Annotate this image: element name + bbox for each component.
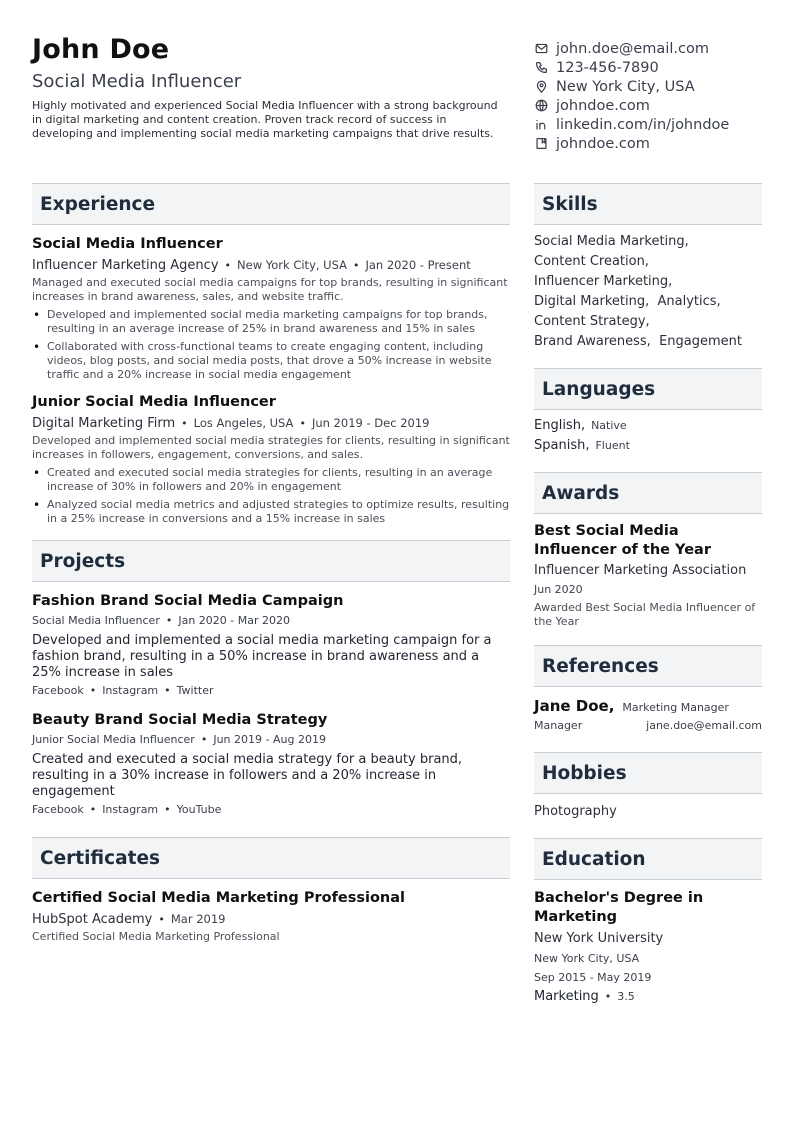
education-field: Marketing xyxy=(534,989,599,1004)
contact-location xyxy=(534,77,774,96)
award-title: Best Social Media Influencer of the Year xyxy=(534,523,711,558)
mail-icon xyxy=(534,42,548,56)
reference-position: Manager xyxy=(534,719,583,732)
certificate-description: Certified Social Media Marketing Professional xyxy=(32,930,280,943)
tag: Instagram xyxy=(102,803,159,816)
project-role: Social Media Influencer xyxy=(32,614,160,627)
company-name: Digital Marketing Firm xyxy=(32,416,176,431)
resume-header xyxy=(32,34,502,141)
experience-item xyxy=(32,235,510,382)
language-level: Native xyxy=(591,419,627,432)
award-item xyxy=(534,522,762,629)
job-dates: Jun 2019 - Dec 2019 xyxy=(311,416,430,430)
bullet-item: • Analyzed social media metrics and adjusted strategies to optimize results, resulting in a 25% increase in conversions and a 15% increase in sales xyxy=(32,498,510,526)
job-location: Los Angeles, USA xyxy=(193,416,294,430)
certificate-name: Certified Social Media Marketing Professional xyxy=(32,890,406,906)
award-org: Influencer Marketing Association xyxy=(534,563,747,578)
project-tags: Facebook • Instagram • Twitter xyxy=(32,684,214,697)
section-header-experience: Experience xyxy=(32,183,510,225)
hobby-item: Photography xyxy=(534,804,617,819)
project-meta: Junior Social Media Influencer • Jun 2019 - Aug 2019 xyxy=(32,733,326,746)
education-item xyxy=(534,889,762,1005)
linkedin-text: linkedin.com/in/johndoe xyxy=(556,116,730,133)
project-item xyxy=(32,711,510,817)
project-description: Created and executed a social media strategy for a beauty brand, resulting in a 30% increase in followers and a 20% increase in engagement xyxy=(32,752,463,799)
job-meta: Influencer Marketing Agency • New York City, USA • Jan 2020 - Present xyxy=(32,258,471,273)
bullet-item: • Developed and implemented social media marketing campaigns for top brands, resulting in an average increase of 25% in brand awareness and 15% in sales xyxy=(32,308,510,336)
section-header-hobbies: Hobbies xyxy=(534,752,762,794)
language-item xyxy=(534,416,762,436)
tag: Facebook xyxy=(32,803,84,816)
job-meta: Digital Marketing Firm • Los Angeles, USA • Jun 2019 - Dec 2019 xyxy=(32,416,430,431)
contact-linkedin[interactable] xyxy=(534,115,774,134)
company-name: Influencer Marketing Agency xyxy=(32,258,219,273)
linkedin-icon xyxy=(534,118,548,132)
experience-item xyxy=(32,393,510,526)
skill-item: Social Media Marketing, xyxy=(534,234,689,249)
contact-block xyxy=(534,39,774,153)
job-dates: Jan 2020 - Present xyxy=(365,258,471,272)
education-location: New York City, USA xyxy=(534,952,640,965)
job-bullets xyxy=(32,308,510,382)
right-column xyxy=(534,183,762,1005)
globe-icon xyxy=(534,99,548,113)
certificate-issuer: HubSpot Academy xyxy=(32,912,153,927)
award-date: Jun 2020 xyxy=(534,583,583,596)
contact-website[interactable] xyxy=(534,96,774,115)
bullet-item: • Created and executed social media strategies for clients, resulting in an average increase of 30% in followers and 20% in engagement xyxy=(32,466,510,494)
project-name: Beauty Brand Social Media Strategy xyxy=(32,712,328,728)
project-dates: Jan 2020 - Mar 2020 xyxy=(178,614,290,627)
education-gpa: 3.5 xyxy=(617,990,635,1003)
skill-item: Content Creation, xyxy=(534,254,649,269)
education-dates: Sep 2015 - May 2019 xyxy=(534,971,652,984)
contact-phone[interactable] xyxy=(534,58,774,77)
candidate-name: John Doe xyxy=(32,34,170,65)
location-text: New York City, USA xyxy=(556,78,695,95)
phone-icon xyxy=(534,61,548,75)
skill-item: Brand Awareness, xyxy=(534,334,651,349)
skill-item: Digital Marketing, xyxy=(534,294,650,309)
reference-role: Marketing Manager xyxy=(622,701,729,714)
project-meta: Social Media Influencer • Jan 2020 - Mar 2020 xyxy=(32,614,290,627)
certificate-date: Mar 2019 xyxy=(170,912,226,926)
skills-list xyxy=(534,225,762,352)
section-header-awards: Awards xyxy=(534,472,762,514)
language-item xyxy=(534,436,762,456)
education-school: New York University xyxy=(534,931,664,946)
tag: Instagram xyxy=(102,684,159,697)
contact-portfolio[interactable] xyxy=(534,134,774,153)
project-name: Fashion Brand Social Media Campaign xyxy=(32,593,344,609)
section-header-education: Education xyxy=(534,838,762,880)
project-item xyxy=(32,592,510,698)
section-header-references: References xyxy=(534,645,762,687)
project-tags: Facebook • Instagram • YouTube xyxy=(32,803,222,816)
bookmark-icon xyxy=(534,137,548,151)
profile-summary: Highly motivated and experienced Social Media Influencer with a strong background in digital marketing and content creation. Proven track record of success in developing and implementing social media marketing campaigns that drive results. xyxy=(32,99,498,140)
language-level: Fluent xyxy=(595,439,630,452)
skill-item: Engagement xyxy=(659,334,742,349)
job-location: New York City, USA xyxy=(237,258,347,272)
candidate-title: Social Media Influencer xyxy=(32,71,242,92)
tag: YouTube xyxy=(176,803,222,816)
contact-email[interactable] xyxy=(534,39,774,58)
language-name: Spanish, xyxy=(534,438,590,453)
job-title: Junior Social Media Influencer xyxy=(32,394,276,410)
bullet-item: • Collaborated with cross-functional teams to create engaging content, including videos, blog posts, and social media posts, that drove a 50% increase in website traffic and a 20% increase in social media engagement xyxy=(32,340,510,382)
project-dates: Jun 2019 - Aug 2019 xyxy=(213,733,326,746)
skill-item: Influencer Marketing, xyxy=(534,274,673,289)
certificate-meta: HubSpot Academy • Mar 2019 xyxy=(32,912,226,927)
language-name: English, xyxy=(534,418,586,433)
award-description: Awarded Best Social Media Influencer of the Year xyxy=(534,601,756,628)
reference-name: Jane Doe, xyxy=(534,697,615,715)
project-description: Developed and implemented a social media marketing campaign for a fashion brand, resulting in a 50% increase in brand awareness and a 25% increase in sales xyxy=(32,633,492,680)
location-icon xyxy=(534,80,548,94)
education-degree: Bachelor's Degree in Marketing xyxy=(534,890,704,925)
section-header-skills: Skills xyxy=(534,183,762,225)
project-role: Junior Social Media Influencer xyxy=(32,733,195,746)
certificate-item xyxy=(32,889,510,944)
skill-item: Analytics, xyxy=(657,294,721,309)
job-title: Social Media Influencer xyxy=(32,236,223,252)
section-header-projects: Projects xyxy=(32,540,510,582)
phone-text: 123-456-7890 xyxy=(556,59,659,76)
website-text: johndoe.com xyxy=(556,97,650,114)
email-text: john.doe@email.com xyxy=(556,40,709,57)
tag: Twitter xyxy=(176,684,214,697)
reference-email[interactable]: jane.doe@email.com xyxy=(646,719,762,732)
section-header-languages: Languages xyxy=(534,368,762,410)
reference-item xyxy=(534,697,762,732)
job-summary: Managed and executed social media campaigns for top brands, resulting in significant increases in brand awareness, sales, and website traffic. xyxy=(32,276,508,303)
skill-item: Content Strategy, xyxy=(534,314,650,329)
education-field-row: Marketing • 3.5 xyxy=(534,989,635,1004)
job-bullets xyxy=(32,466,510,526)
tag: Facebook xyxy=(32,684,84,697)
portfolio-text: johndoe.com xyxy=(556,135,650,152)
left-column xyxy=(32,183,510,944)
languages-list xyxy=(534,410,762,456)
section-header-certificates: Certificates xyxy=(32,837,510,879)
job-summary: Developed and implemented social media strategies for clients, resulting in significant increases in followers, engagement, conversions, and sales. xyxy=(32,434,510,461)
